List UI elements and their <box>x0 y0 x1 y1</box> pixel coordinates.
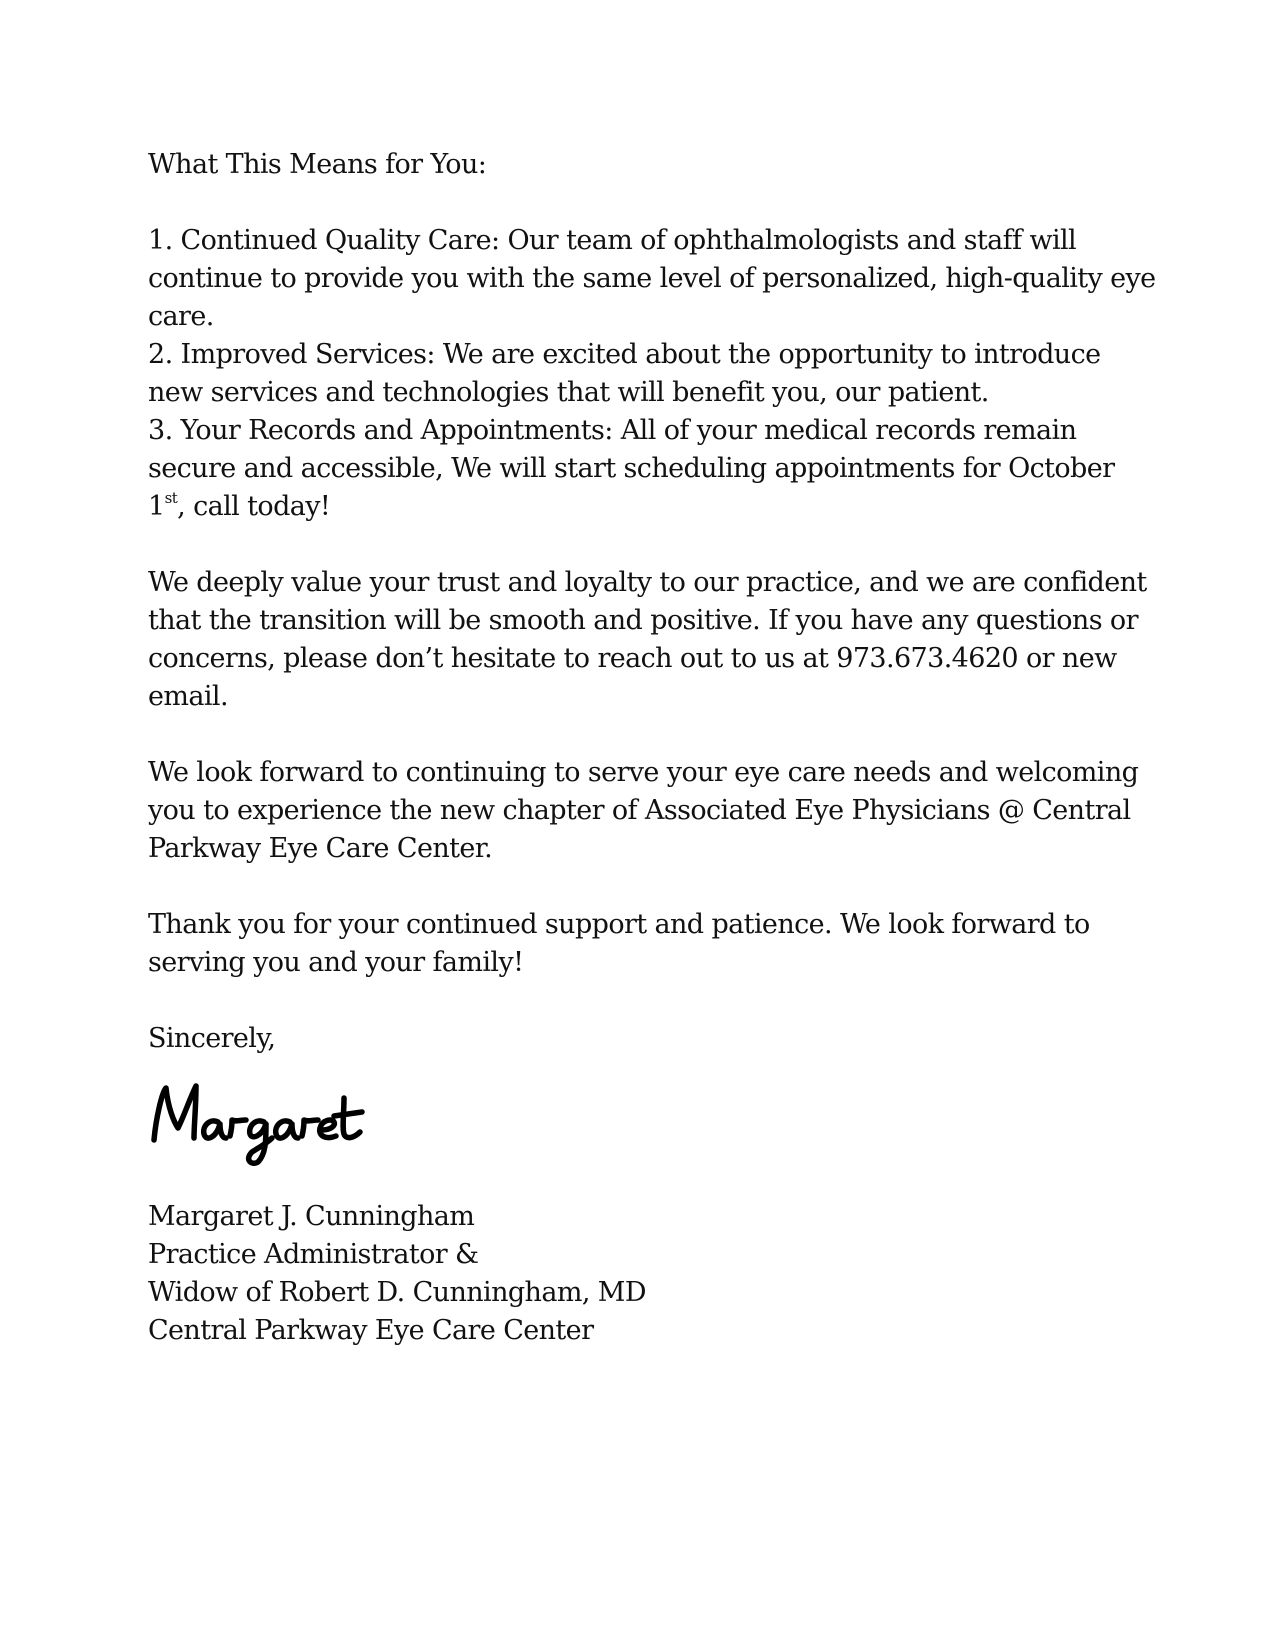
spacer <box>148 526 1158 564</box>
handwritten-signature <box>148 1078 378 1168</box>
letter-page <box>148 146 1158 1350</box>
list-item-quality-care: 1. Continued Quality Care: Our team of ophthalmologists and staff will continue to provide you with the same level of personalized, high-quality eye care. <box>148 225 1156 332</box>
spacer <box>148 184 1158 222</box>
spacer <box>148 716 1158 754</box>
ordinal-suffix: st <box>164 489 178 507</box>
item3-text: 3. Your Records and Appointments: All of your medical records remain secure and accessible, We will start scheduling appointments for October 1 <box>148 415 1115 522</box>
spacer <box>148 982 1158 1020</box>
closing: Sincerely, <box>148 1023 276 1054</box>
paragraph-trust: We deeply value your trust and loyalty to our practice, and we are confident that the transition will be smooth and positive. If you have any questions or concerns, please don’t hesitate to reach out to us at 973.673.4620 or new email. <box>148 567 1147 712</box>
spacer <box>148 868 1158 906</box>
paragraph-thank-you: Thank you for your continued support and patience. We look forward to serving you and your family! <box>148 909 1090 978</box>
section-heading: What This Means for You: <box>148 149 487 180</box>
list-item-improved-services: 2. Improved Services: We are excited about the opportunity to introduce new services and technologies that will benefit you, our patient. <box>148 339 1101 408</box>
signature-area <box>148 1058 1158 1198</box>
signoff-title: Practice Administrator & <box>148 1239 479 1270</box>
paragraph-look-forward: We look forward to continuing to serve your eye care needs and welcoming you to experience the new chapter of Associated Eye Physicians @ Central Parkway Eye Care Center. <box>148 757 1139 864</box>
list-item-records-appointments <box>148 412 1158 526</box>
signoff-organization: Central Parkway Eye Care Center <box>148 1315 594 1346</box>
signoff-name: Margaret J. Cunningham <box>148 1201 475 1232</box>
item3-tail: , call today! <box>177 491 331 522</box>
signoff-relation: Widow of Robert D. Cunningham, MD <box>148 1277 646 1308</box>
